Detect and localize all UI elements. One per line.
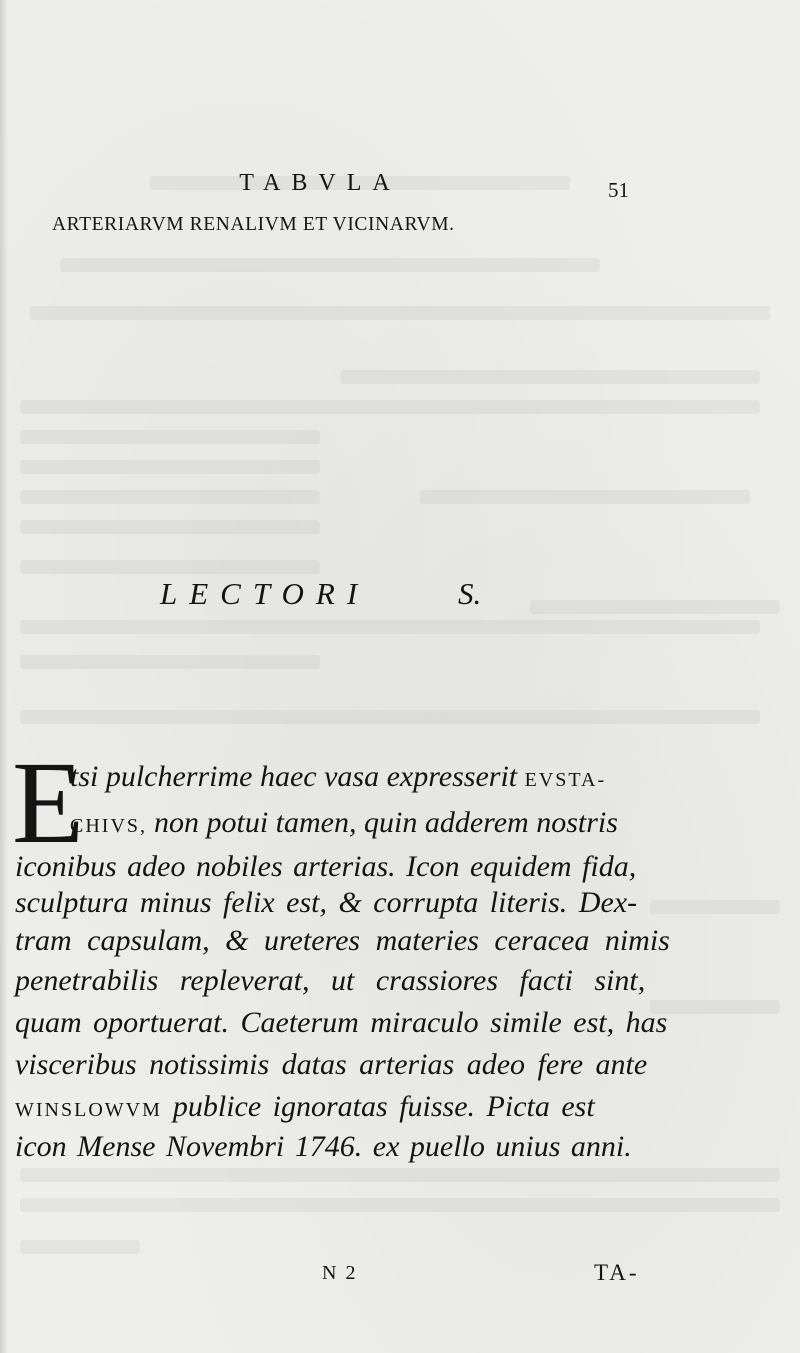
author-name-small-caps: WINSLOWVM — [15, 1099, 173, 1121]
author-name-small-caps: CHIVS, — [70, 815, 155, 837]
drop-cap: E — [12, 737, 85, 868]
page-edge-shadow — [0, 0, 8, 1353]
plate-title: TABVLA — [239, 170, 401, 196]
address-heading: LECTORI — [160, 576, 370, 611]
body-line-text: publice ignoratas fuisse. Picta est — [172, 1090, 595, 1123]
body-line: tram capsulam, & ureteres materies ceracea nimis — [15, 924, 670, 957]
address-heading-letter: S. — [458, 576, 482, 611]
body-line — [70, 808, 618, 838]
body-line: icon Mense Novembri 1746. ex puello unius anni. — [15, 1130, 632, 1163]
body-line: penetrabilis repleverat, ut crassiores facti sint, — [15, 964, 646, 997]
page-number: 51 — [608, 178, 629, 202]
body-line: visceribus notissimis datas arterias adeo fere ante — [15, 1048, 648, 1081]
body-line: sculptura minus felix est, & corrupta literis. Dex- — [15, 886, 638, 919]
plate-subtitle: ARTERIARVM RENALIVM ET VICINARVM. — [52, 214, 455, 235]
signature-mark: N 2 — [322, 1262, 358, 1284]
body-line-text: tsi pulcherrime haec vasa expresserit — [70, 760, 525, 793]
body-line — [15, 1092, 595, 1122]
author-name-small-caps: EVSTA- — [524, 769, 607, 791]
body-line: iconibus adeo nobiles arterias. Icon equidem fida, — [15, 850, 637, 883]
body-line: quam oportuerat. Caeterum miraculo simile est, has — [15, 1006, 668, 1039]
body-line — [70, 762, 606, 792]
body-line-text: non potui tamen, quin adderem nostris — [154, 806, 618, 839]
catchword: TA- — [594, 1260, 640, 1285]
